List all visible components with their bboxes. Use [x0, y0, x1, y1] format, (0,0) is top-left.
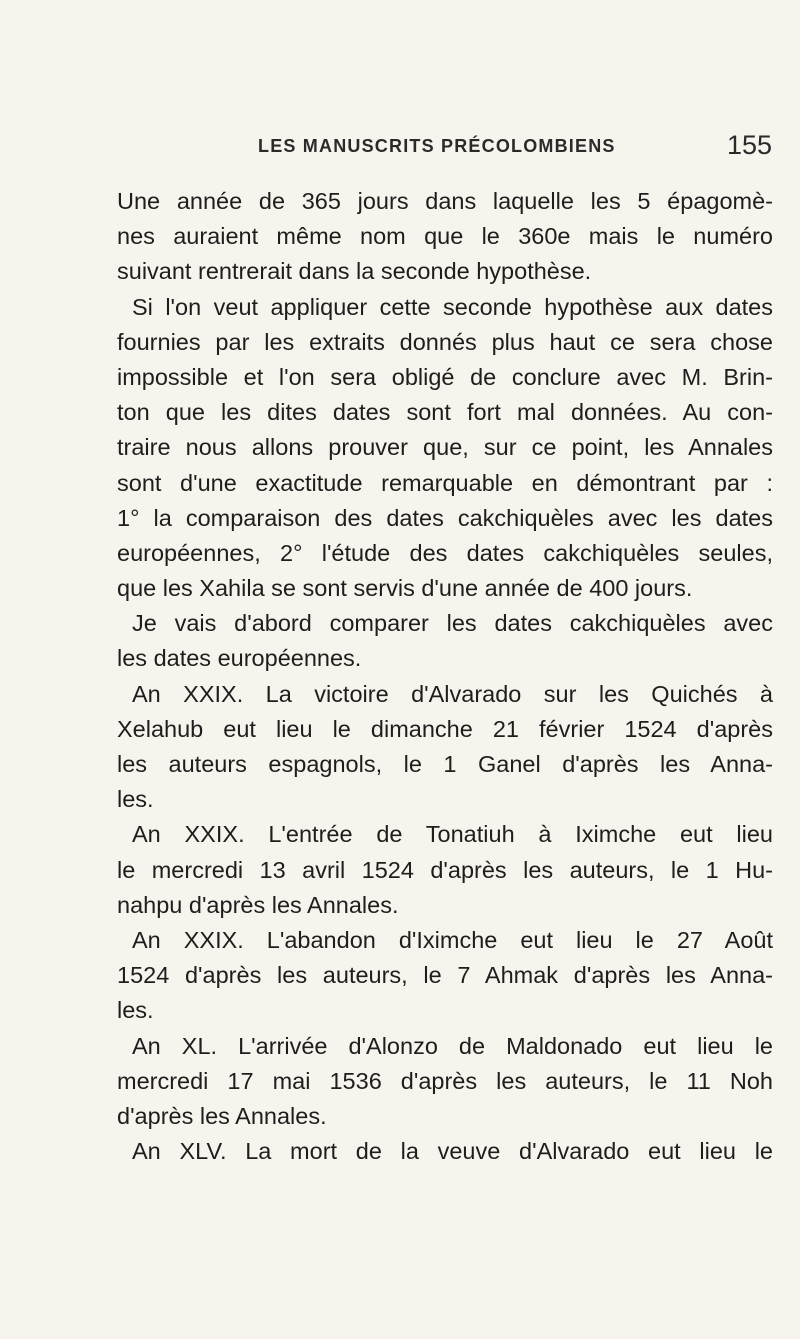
- text-line: traire nous allons prouver que, sur ce point, les Annales: [117, 434, 773, 461]
- running-head: [258, 130, 772, 170]
- text-line: impossible et l'on sera obligé de conclure avec M. Brin-: [117, 363, 773, 390]
- text-line: suivant rentrerait dans la seconde hypothèse.: [117, 258, 592, 285]
- text-line: sont d'une exactitude remarquable en démontrant par :: [117, 469, 773, 496]
- text-line: 1° la comparaison des dates cakchiquèles avec les dates: [117, 504, 773, 531]
- text-line: 1524 d'après les auteurs, le 7 Ahmak d'après les Anna-: [117, 962, 773, 989]
- text-line: An XXIX. L'entrée de Tonatiuh à Iximche eut lieu: [132, 821, 773, 848]
- text-line: An XL. L'arrivée d'Alonzo de Maldonado eut lieu le: [132, 1032, 773, 1059]
- body-text: [117, 184, 773, 1169]
- text-line: les.: [117, 786, 154, 813]
- running-title: LES MANUSCRITS PRÉCOLOMBIENS: [258, 136, 616, 156]
- text-line: les.: [117, 997, 154, 1024]
- text-line: fournies par les extraits donnés plus haut ce sera chose: [117, 328, 773, 355]
- text-line: Xelahub eut lieu le dimanche 21 février 1524 d'après: [117, 715, 773, 742]
- text-line: les auteurs espagnols, le 1 Ganel d'après les Anna-: [117, 751, 773, 777]
- text-line: An XLV. La mort de la veuve d'Alvarado eut lieu le: [132, 1138, 773, 1165]
- page-number: 155: [726, 130, 772, 160]
- text-line: An XXIX. L'abandon d'Iximche eut lieu le 27 Août: [132, 926, 773, 953]
- text-line: les dates européennes.: [117, 645, 362, 672]
- text-line: ton que les dites dates sont fort mal données. Au con-: [117, 399, 773, 426]
- text-line: Je vais d'abord comparer les dates cakchiquèles avec: [132, 610, 773, 637]
- text-line: nes auraient même nom que le 360e mais le numéro: [117, 223, 773, 250]
- text-line: européennes, 2° l'étude des dates cakchiquèles seules,: [117, 539, 773, 566]
- text-line: d'après les Annales.: [117, 1102, 327, 1129]
- text-line: le mercredi 13 avril 1524 d'après les auteurs, le 1 Hu-: [117, 856, 773, 883]
- text-line: mercredi 17 mai 1536 d'après les auteurs, le 11 Noh: [117, 1067, 773, 1094]
- text-line: que les Xahila se sont servis d'une année de 400 jours.: [117, 575, 693, 602]
- text-line: An XXIX. La victoire d'Alvarado sur les Quichés à: [132, 680, 773, 707]
- text-line: nahpu d'après les Annales.: [117, 891, 399, 918]
- text-line: Une année de 365 jours dans laquelle les 5 épagomè-: [117, 188, 773, 214]
- text-line: Si l'on veut appliquer cette seconde hypothèse aux dates: [132, 293, 773, 320]
